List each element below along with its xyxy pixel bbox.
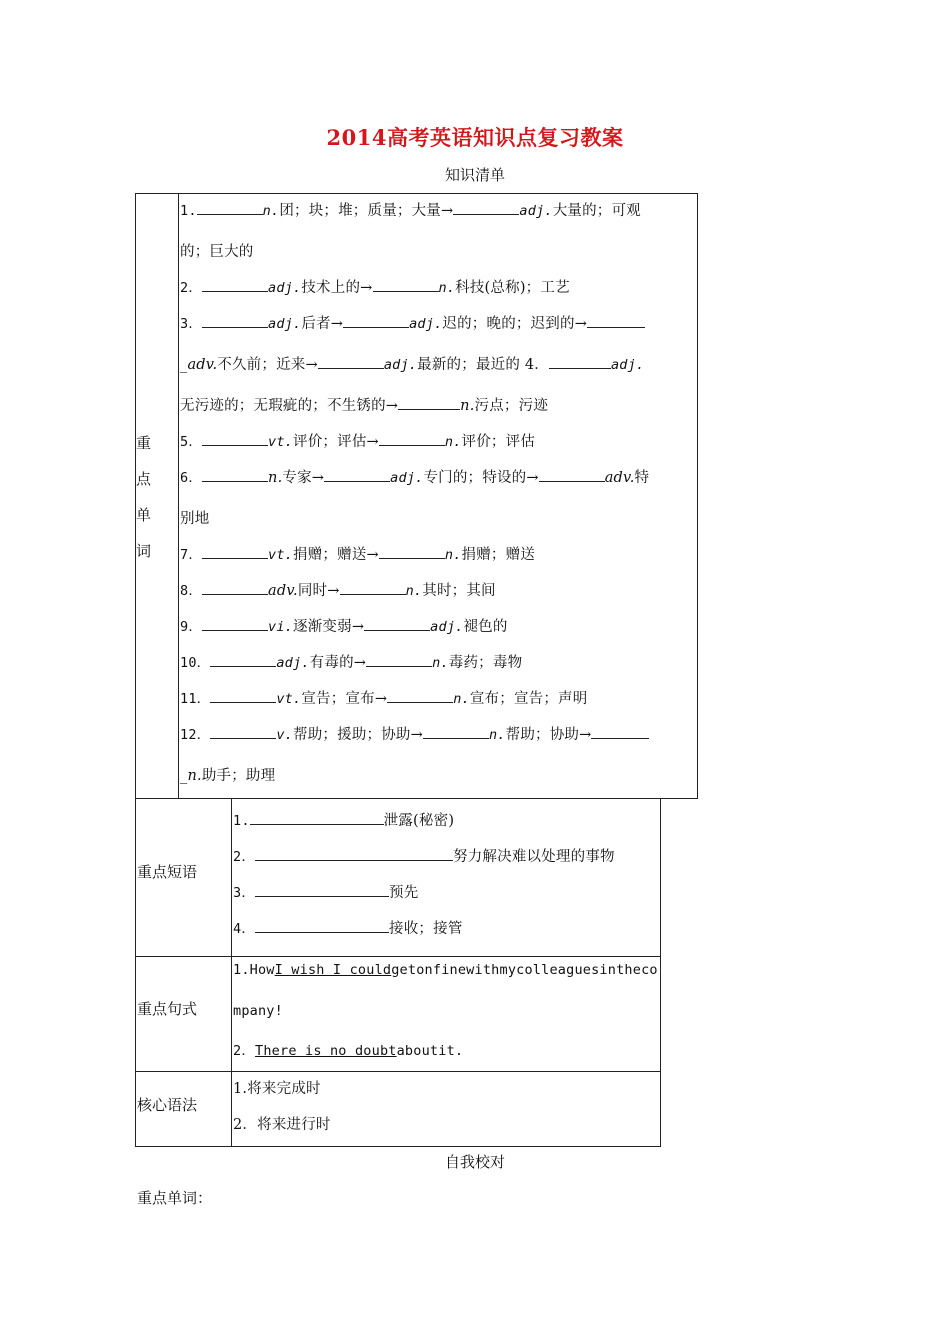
word-line-3: 2． adj.技术上的→ n.科技(总称)；工艺 xyxy=(180,280,570,296)
sentence-line-1-cont: mpany! xyxy=(233,1003,283,1019)
word-line-12: 9． vi.逐渐变弱→ adj.褪色的 xyxy=(180,619,508,635)
grammar-line-2: 2．将来进行时 xyxy=(233,1117,331,1133)
word-line-16: _n.助手；助理 xyxy=(180,768,276,784)
row-divider-1 xyxy=(135,956,661,957)
grammar-line-1: 1.将来完成时 xyxy=(233,1081,321,1097)
word-line-14: 11． vt.宣告；宣布→ n.宣布；宣告；声明 xyxy=(180,691,588,707)
word-line-4: 3． adj.后者→ adj.迟的；晚的；迟到的→ xyxy=(180,312,645,333)
lower-divider xyxy=(231,798,232,1147)
word-line-7: 5． vt.评价；评估→ n.评价；评估 xyxy=(180,434,536,450)
word-line-9: 别地 xyxy=(180,511,210,527)
sentences-label: 重点句式 xyxy=(137,1000,198,1018)
words-label: 重 点 单 词 xyxy=(136,434,152,560)
grammar-label: 核心语法 xyxy=(137,1096,198,1114)
word-line-13: 10． adj.有毒的→ n.毒药；毒物 xyxy=(180,655,523,671)
phrases-label: 重点短语 xyxy=(137,863,198,881)
row-divider-2 xyxy=(135,1071,661,1072)
word-line-2: 的；巨大的 xyxy=(180,244,254,260)
page-subtitle: 知识清单 xyxy=(444,166,505,184)
word-line-1: 1. n.团；块；堆；质量；大量→ adj.大量的；可观 xyxy=(180,203,641,219)
word-line-10: 7． vt.捐赠；赠送→ n.捐赠；赠送 xyxy=(180,547,536,563)
sentence-line-1: 1.HowI wish I couldgetonfinewithmycolleaguesintheco xyxy=(233,962,658,978)
word-line-6: 无污迹的；无瑕疵的；不生锈的→ n.污点；污迹 xyxy=(180,398,549,414)
sentence-line-2: 2．There is no doubtaboutit. xyxy=(233,1043,464,1059)
phrase-line-1: 1. 泄露(秘密) xyxy=(233,813,455,829)
word-line-15: 12． v.帮助；援助；协助→ n.帮助；协助→ xyxy=(180,723,649,744)
word-line-8: 6． n.专家→ adj.专门的；特设的→ adv.特 xyxy=(180,470,650,486)
words-divider xyxy=(178,193,179,799)
phrase-line-4: 4． 接收；接管 xyxy=(233,921,463,937)
phrase-line-2: 2． 努力解决难以处理的事物 xyxy=(233,849,615,865)
words-answer-heading: 重点单词： xyxy=(137,1189,213,1207)
word-line-5: _adv.不久前；近来→ adj.最新的；最近的 4． adj. xyxy=(180,357,645,373)
phrase-line-3: 3． 预先 xyxy=(233,885,419,901)
self-check-heading: 自我校对 xyxy=(444,1153,505,1171)
word-line-11: 8． adv.同时→ n.其时；其间 xyxy=(180,583,496,599)
page-title: 2014高考英语知识点复习教案 xyxy=(326,125,624,150)
